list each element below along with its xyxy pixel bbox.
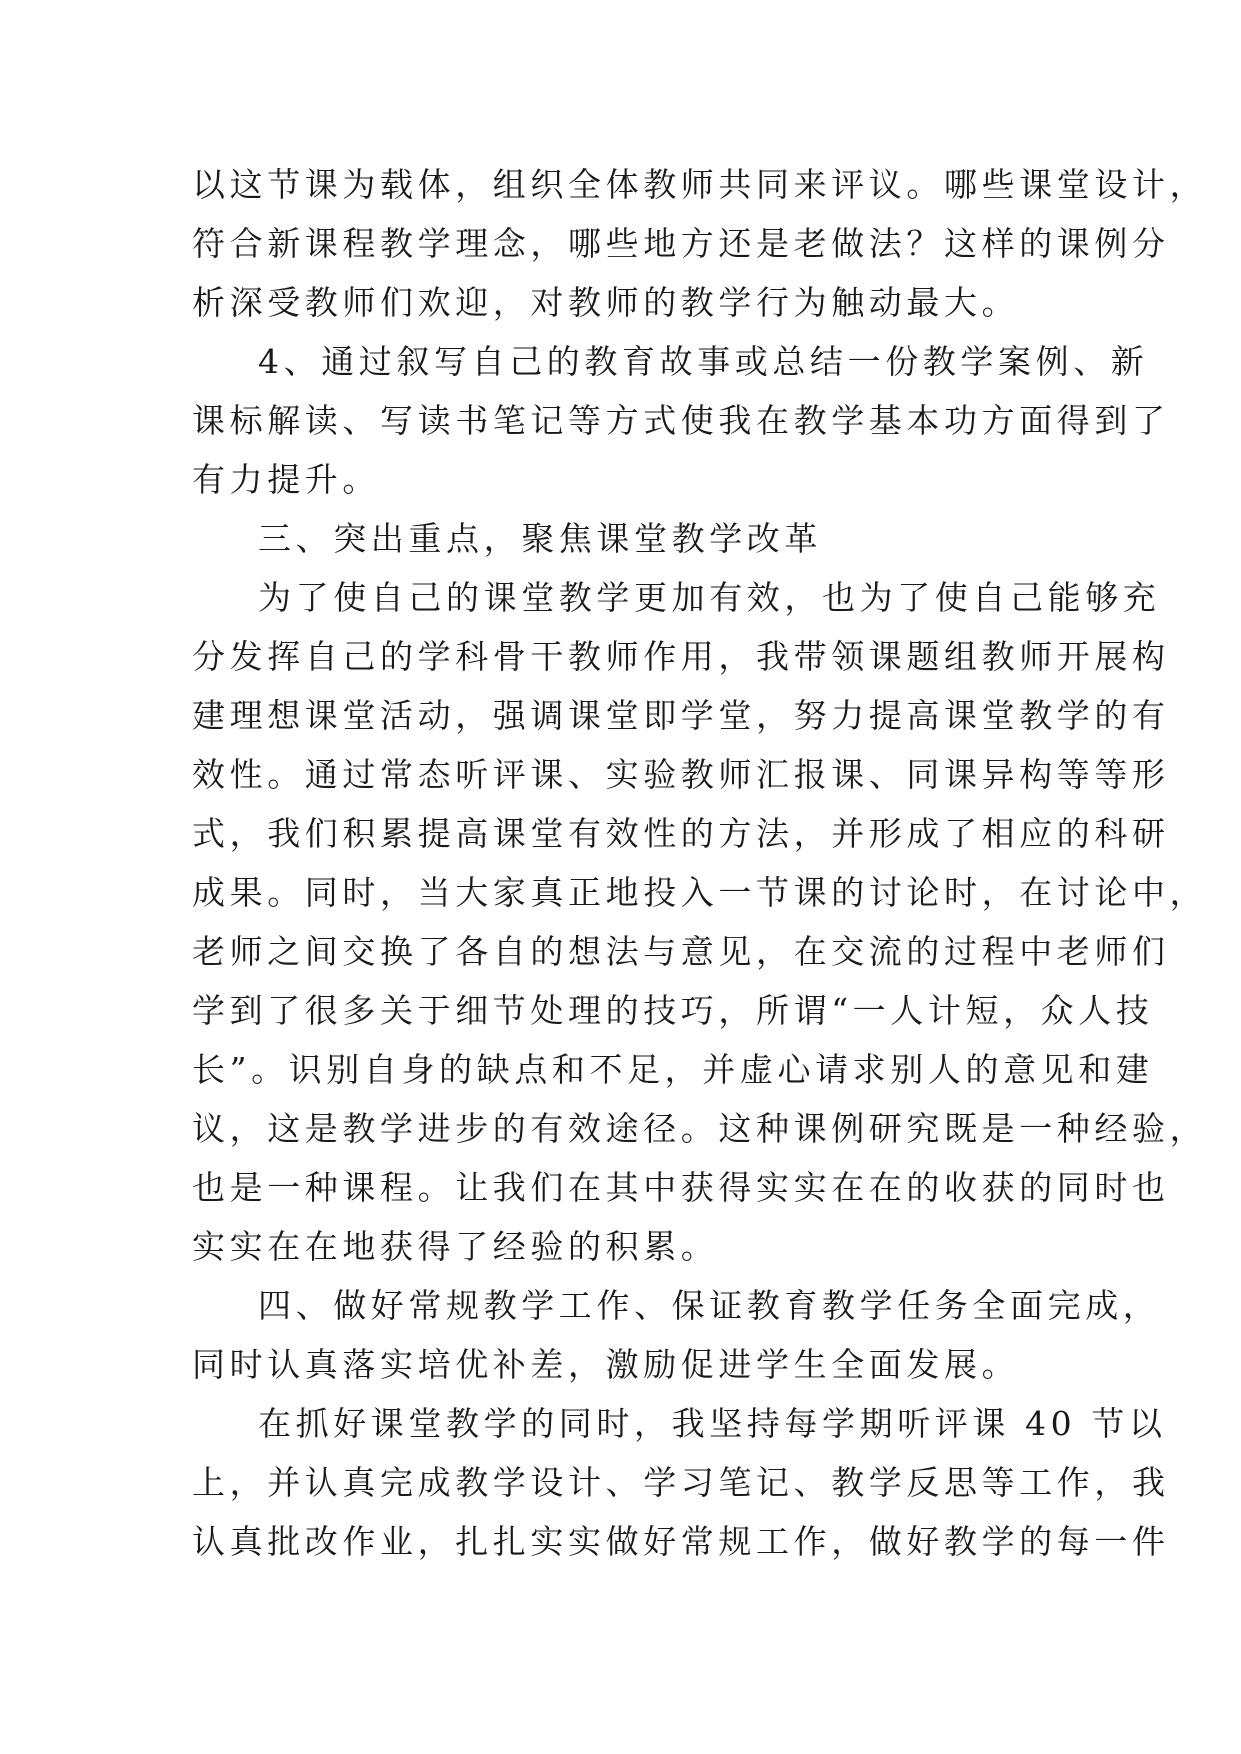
text-line: 学到了很多关于细节处理的技巧，所谓“一人计短，众人技 (192, 991, 1154, 1030)
text-line: 课标解读、写读书笔记等方式使我在教学基本功方面得到了 (192, 401, 1170, 440)
text-line: 成果。同时，当大家真正地投入一节课的讨论时，在讨论中， (192, 873, 1208, 912)
text-line: 建理想课堂活动，强调课堂即学堂，努力提高课堂教学的有 (192, 696, 1170, 735)
text-line: 符合新课程教学理念，哪些地方还是老做法？这样的课例分 (192, 224, 1170, 263)
text-line: 4、通过叙写自己的教育故事或总结一份教学案例、新 (258, 342, 1149, 381)
text-line: 同时认真落实培优补差，激励促进学生全面发展。 (192, 1345, 1020, 1384)
section-heading: 三、突出重点，聚焦课堂教学改革 (258, 519, 822, 558)
text-line: 认真批改作业，扎扎实实做好常规工作，做好教学的每一件 (192, 1522, 1170, 1561)
section-heading: 四、做好常规教学工作、保证教育教学任务全面完成， (258, 1286, 1161, 1325)
text-line: 分发挥自己的学科骨干教师作用，我带领课题组教师开展构 (192, 637, 1170, 676)
text-line: 议，这是教学进步的有效途径。这种课例研究既是一种经验， (192, 1109, 1208, 1148)
text-line: 老师之间交换了各自的想法与意见，在交流的过程中老师们 (192, 932, 1170, 971)
text-line: 为了使自己的课堂教学更加有效，也为了使自己能够充 (258, 578, 1161, 617)
text-line: 上，并认真完成教学设计、学习笔记、教学反思等工作，我 (192, 1463, 1170, 1502)
text-line: 长”。识别自身的缺点和不足，并虚心请求别人的意见和建 (192, 1050, 1154, 1089)
text-line: 效性。通过常态听评课、实验教师汇报课、同课异构等等形 (192, 755, 1170, 794)
text-line: 式，我们积累提高课堂有效性的方法，并形成了相应的科研 (192, 814, 1170, 853)
text-line: 析深受教师们欢迎，对教师的教学行为触动最大。 (192, 283, 1020, 322)
text-line: 实实在在地获得了经验的积累。 (192, 1227, 719, 1266)
text-line: 也是一种课程。让我们在其中获得实实在在的收获的同时也 (192, 1168, 1170, 1207)
text-line: 在抓好课堂教学的同时，我坚持每学期听评课 40 节以 (258, 1404, 1167, 1443)
text-line: 有力提升。 (192, 460, 380, 499)
document-body (192, 155, 1208, 1571)
text-line: 以这节课为载体，组织全体教师共同来评议。哪些课堂设计， (192, 165, 1208, 204)
